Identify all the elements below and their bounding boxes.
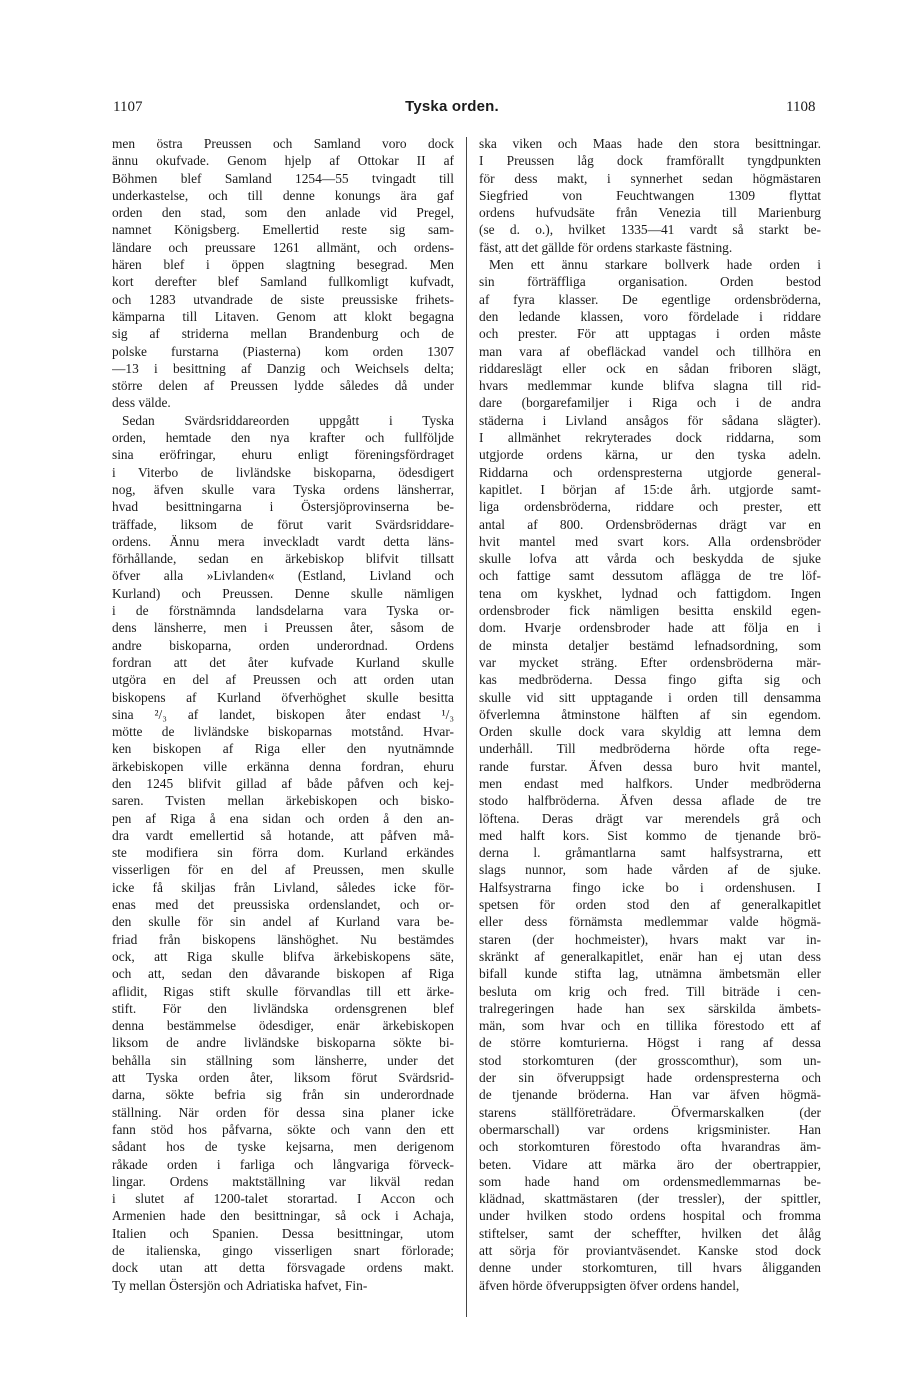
- text-line: pen af Riga å ena sidan och orden å den an-: [112, 810, 454, 826]
- text-line: och fattige samt dessutom aflägga de tre löf-: [479, 568, 821, 584]
- text-line: stiftelser, samt der scheffter, hvilken det ålåg: [479, 1225, 821, 1241]
- text-line: namnet Königsberg. Emellertid reste sig sam-: [112, 222, 454, 238]
- text-line: beten. Vidare att märka äro der obertrappier,: [479, 1156, 821, 1172]
- text-line: Halfsystrarna fingo icke bo i ordenshusen. I: [479, 879, 821, 895]
- text-line: derna l. gråmantlarna samt halfsystrarna, ett: [479, 845, 821, 861]
- text-line: klädnad, skattmästaren (der tressler), der spittler,: [479, 1191, 821, 1207]
- text-line: dock utan att detta försvagade ordens makt.: [112, 1260, 454, 1276]
- text-line: Riddarna och ordenspresterna utgjorde general-: [479, 464, 821, 480]
- text-line: den 1245 blifvit gillad af både påfven och kej-: [112, 775, 454, 791]
- text-line: biskopens af Kurland öfverhöghet skulle besitta: [112, 689, 454, 705]
- text-line: större delen af Preussen lydde således då under: [112, 378, 454, 394]
- text-line: dom. Hvarje ordensbroder hade att följa en i: [479, 620, 821, 636]
- text-line: darna, sökte befria sig från sin underordnade: [112, 1087, 454, 1103]
- text-line: Sedan Svärdsriddareorden uppgått i Tyska: [122, 412, 454, 428]
- text-line: de minsta detaljer bestämd lefnadsordning, som: [479, 637, 821, 653]
- text-line: spetsen för orden stod den af generalkapitlet: [479, 897, 821, 913]
- text-line: i de förstnämnda landsdelarna vara Tyska or-: [112, 603, 454, 619]
- text-line: löftena. Deras drägt var merendels grå och: [479, 810, 821, 826]
- text-line: under hvilken stodo ordens hospital och fromma: [479, 1208, 821, 1224]
- text-line: och storkomturen förestodo ofta hvarandras äm-: [479, 1139, 821, 1155]
- text-line: dens länsherre, men i Preussen åter, såsom de: [112, 620, 454, 636]
- text-line: ken biskopen af Riga eller den nyutnämnde: [112, 741, 454, 757]
- text-line: den ledande klassen, voro fördelade i riddare: [479, 308, 821, 324]
- text-line: Italien och Spanien. Dessa besittningar, utom: [112, 1225, 454, 1241]
- text-line: med halft kors. Sist kommo de tjenande brö-: [479, 827, 821, 843]
- text-line: bifall kunde stifta lag, utnämna ämbetsmän eller: [479, 966, 821, 982]
- text-line: I Preussen låg dock framförallt tyngdpunkten: [479, 153, 821, 169]
- text-line: starens ställföreträdare. Öfvermarskalken (der: [479, 1104, 821, 1120]
- text-line: ärkebiskopen ville erkänna denna fordran, ehuru: [112, 758, 454, 774]
- text-line: fordran att det åter kufvade Kurland skulle: [112, 654, 454, 670]
- text-line: besluta om krig och fred. Till biträde i cen-: [479, 983, 821, 999]
- text-line: hvad besittningarna i Östersjöprovinserna be-: [112, 499, 454, 515]
- text-line: råkade orden i farliga och långvariga förveck-: [112, 1156, 454, 1172]
- left-column: [112, 135, 454, 1294]
- text-line: dra vardt emellertid så hotande, att påfven må-: [112, 827, 454, 843]
- text-line: dare (borgarefamiljer i Riga och i de andra: [479, 395, 821, 411]
- text-line: sin förträffliga organisation. Orden bestod: [479, 274, 821, 290]
- text-line: enas med det preussiska ordenslandet, och or-: [112, 897, 454, 913]
- text-line: liksom de andre livländske biskoparna sökte bi-: [112, 1035, 454, 1051]
- text-line: kämparna till Litaven. Genom att klokt begagna: [112, 308, 454, 324]
- text-line: sådant hos de tyske kejsarna, men derigenom: [112, 1139, 454, 1155]
- text-line: var mycket sträng. Efter ordensbröderna mär-: [479, 654, 821, 670]
- text-line: Orden skulle dock vara skyldig att lemna dem: [479, 724, 821, 740]
- text-line: ordensbroder fick nämligen besitta enskild egen-: [479, 603, 821, 619]
- text-line: städerna i Livland ansågos för sådana slägter).: [479, 412, 821, 428]
- text-line: i slutet af 1200-talet storartad. I Accon och: [112, 1191, 454, 1207]
- text-line: eller dess förnämsta medlemmar valde högmä-: [479, 914, 821, 930]
- text-line: af fyra klasser. De egentlige ordensbröderna,: [479, 291, 821, 307]
- page-number-right: 1108: [786, 99, 816, 115]
- text-line: de italienska, gingo visserligen snart förlorade;: [112, 1243, 454, 1258]
- text-line: ländare och preussare 1261 allmänt, och ordens-: [112, 239, 454, 255]
- text-line: sina ²/₃ af landet, biskopen åter endast ¹/₃: [112, 706, 454, 722]
- text-line: och prester. För att upptagas i orden måste: [479, 326, 821, 342]
- text-line: fäst, att det gällde för ordens starkaste fästning.: [479, 239, 733, 255]
- text-line: riddareslägt eller ock en sådan friboren slägt,: [479, 360, 821, 376]
- text-line: (se d. o.), hvilket 1335—41 vardt så starkt be-: [479, 222, 821, 238]
- text-line: som hade hand om ordensmedlemmarnas be-: [479, 1173, 821, 1189]
- column-divider: [466, 137, 467, 1317]
- text-line: dess välde.: [112, 395, 171, 411]
- running-title: Tyska orden.: [405, 98, 499, 115]
- text-line: öfver alla »Livlanden« (Estland, Livland och: [112, 568, 454, 584]
- text-line: andre biskoparna, orden underordnad. Ordens: [112, 637, 454, 653]
- right-column: [479, 135, 821, 1294]
- text-line: tena om kyskhet, lydnad och fattigdom. Ingen: [479, 585, 821, 601]
- text-line: orden, hemtade den nya krafter och fullföljde: [112, 430, 454, 446]
- text-line: ste modifiera sin förra dom. Kurland erkändes: [112, 845, 454, 861]
- text-line: skränkt af generalkapitlet, enär han ej utan dess: [479, 948, 821, 964]
- text-line: Armenien hade den besittningar, så ock i Achaja,: [112, 1208, 454, 1224]
- text-line: stodo halfbröderna. Äfven dessa aflade de tre: [479, 793, 821, 809]
- text-line: lingar. Ordens maktställning var likväl redan: [112, 1173, 454, 1189]
- text-line: äfven hörde öfveruppsigten öfver ordens handel,: [479, 1277, 740, 1293]
- text-line: orden den stad, som den anlade vid Pregel,: [112, 205, 454, 221]
- text-line: sina eröfringar, ehuru enligt föreningsfördraget: [112, 447, 454, 463]
- text-line: kapitlet. I början af 15:de årh. utgjorde samt-: [479, 481, 821, 497]
- text-line: utgöra en del af Preussen och att orden utan: [112, 672, 454, 688]
- text-line: hvars medlemmar kunde blifva slagna till rid-: [479, 378, 821, 394]
- text-line: polske furstarna (Piasterna) kom orden 1307: [112, 343, 454, 359]
- text-line: skulle lofva att vårda och beskydda de sjuke: [479, 551, 821, 567]
- text-line: liga ordensbröderna, riddare och prester, ett: [479, 499, 821, 515]
- text-line: behålla sin ställning som länsherre, under det: [112, 1052, 454, 1068]
- text-line: stift. För den livländska ordensgrenen blef: [112, 1000, 454, 1016]
- text-line: men endast med halfkors. Under medbröderna: [479, 775, 821, 791]
- text-line: mötte de livländske biskoparnas motstånd. Hvar-: [112, 724, 454, 740]
- text-line: att sörja för proviantväsendet. Kanske stod dock: [479, 1243, 821, 1258]
- text-line: slags nunnor, som hade vården af de sjuke.: [479, 862, 821, 878]
- text-line: nog, äfven skulle vara Tyska ordens länsherrar,: [112, 481, 454, 497]
- text-line: kas medbröderna. Dessa fingo gifta sig och: [479, 672, 821, 688]
- text-line: ställning. När orden för dessa sina planer icke: [112, 1104, 454, 1120]
- text-line: underkastelse, och till denne konungs ära gaf: [112, 187, 454, 203]
- text-line: och 1283 utvandrade de siste preussiske frihets-: [112, 291, 454, 307]
- text-line: man vara af obefläckad vandel och tillhöra en: [479, 343, 821, 359]
- text-line: staren (der hochmeister), hvars makt var in-: [479, 931, 821, 947]
- text-line: skulle vid sitt upptagande i orden till densamma: [479, 689, 821, 705]
- text-line: men östra Preussen och Samland voro dock: [112, 136, 454, 151]
- text-line: träffade, liksom de förut varit Svärdsriddare-: [112, 516, 454, 532]
- text-line: öfverlemna åtminstone hälften af sin egendom.: [479, 706, 821, 722]
- text-line: Kurland) och Preussen. Denne skulle nämligen: [112, 585, 454, 601]
- text-line: ock, att Riga skulle blifva ärkebiskopens säte,: [112, 948, 454, 964]
- text-line: för dess makt, i synnerhet sedan högmästaren: [479, 170, 821, 186]
- text-line: visserligen för en del af Preussen, men skulle: [112, 862, 454, 878]
- text-line: aflidit, Rigas stift skulle förvandlas till ett ärke-: [112, 983, 454, 999]
- text-line: kort derefter blef Samland fullkomligt kufvadt,: [112, 274, 454, 290]
- text-line: sig af striderna mellan Brandenburg och de: [112, 326, 454, 342]
- text-line: ordens hufvudsäte från Venezia till Marienburg: [479, 205, 821, 221]
- text-line: att Tyska orden åter, liksom förut Svärdsrid-: [112, 1070, 454, 1086]
- text-line: antal af 800. Ordensbrödernas drägt var en: [479, 516, 821, 532]
- text-line: de större komturierna. Högst i rang af dessa: [479, 1035, 821, 1051]
- text-line: underhåll. Till medbröderna hörde ofta rege-: [479, 741, 821, 757]
- text-line: hvit mantel med svart kors. Alla ordensbröder: [479, 533, 821, 549]
- text-line: ska viken och Maas hade den stora besittningar.: [479, 136, 821, 151]
- text-line: rande furstar. Äfven dessa buro hvit mantel,: [479, 758, 821, 774]
- text-line: denna bestämmelse ödesdiger, enär ärkebiskopen: [112, 1018, 454, 1034]
- text-line: de tjenande bröderna. Han var äfven högmä-: [479, 1087, 821, 1103]
- text-line: hären blef i öppen slagtning besegrad. Men: [112, 257, 454, 273]
- text-line: —13 i besittning af Danzig och Weichsels delta;: [112, 360, 454, 376]
- page-number-left: 1107: [113, 99, 143, 115]
- text-line: Men ett ännu starkare bollverk hade orden i: [489, 257, 821, 273]
- text-line: denne under storkomturen, till hvars åligganden: [479, 1260, 821, 1276]
- text-line: der sin öfveruppsigt hade ordenspresterna och: [479, 1070, 821, 1086]
- text-line: utgjorde ordens kärna, ur den tyska adeln.: [479, 447, 821, 463]
- text-line: Siegfried von Feuchtwangen 1309 flyttat: [479, 187, 821, 203]
- text-line: I allmänhet rekryterades dock riddarna, som: [479, 430, 821, 446]
- text-line: Böhmen blef Samland 1254—55 tvingadt till: [112, 170, 454, 186]
- text-line: obermarschall) var ordens krigsminister. Han: [479, 1121, 821, 1137]
- text-line: förhållande, sedan en ärkebiskop blifvit tillsatt: [112, 551, 454, 567]
- text-line: män, som hvar och en tillika förestodo ett af: [479, 1018, 821, 1034]
- text-line: ännu okufvade. Genom hjelp af Ottokar II af: [112, 153, 454, 169]
- text-line: i Viterbo de livländske biskoparna, ödesdigert: [112, 464, 454, 480]
- text-line: tralregeringen hade han sex särskilda ämbets-: [479, 1000, 821, 1016]
- text-line: saren. Tvisten mellan ärkebiskopen och bisko-: [112, 793, 454, 809]
- text-line: stod storkomturen (der grosscomthur), som un-: [479, 1052, 821, 1068]
- text-line: fann stöd hos påfvarna, sökte och vann den ett: [112, 1121, 454, 1137]
- text-line: Ty mellan Östersjön och Adriatiska hafvet, Fin-: [112, 1277, 368, 1293]
- text-line: och att, sedan den dåvarande biskopen af Riga: [112, 966, 454, 982]
- text-line: friad från biskopens länshöghet. Nu bestämdes: [112, 931, 454, 947]
- text-line: ordens. Ännu mera inveckladt vardt detta läns-: [112, 533, 454, 549]
- text-line: den skulle för sin andel af Kurland vara be-: [112, 914, 454, 930]
- text-line: icke få skiljas från Livland, således icke för-: [112, 879, 454, 895]
